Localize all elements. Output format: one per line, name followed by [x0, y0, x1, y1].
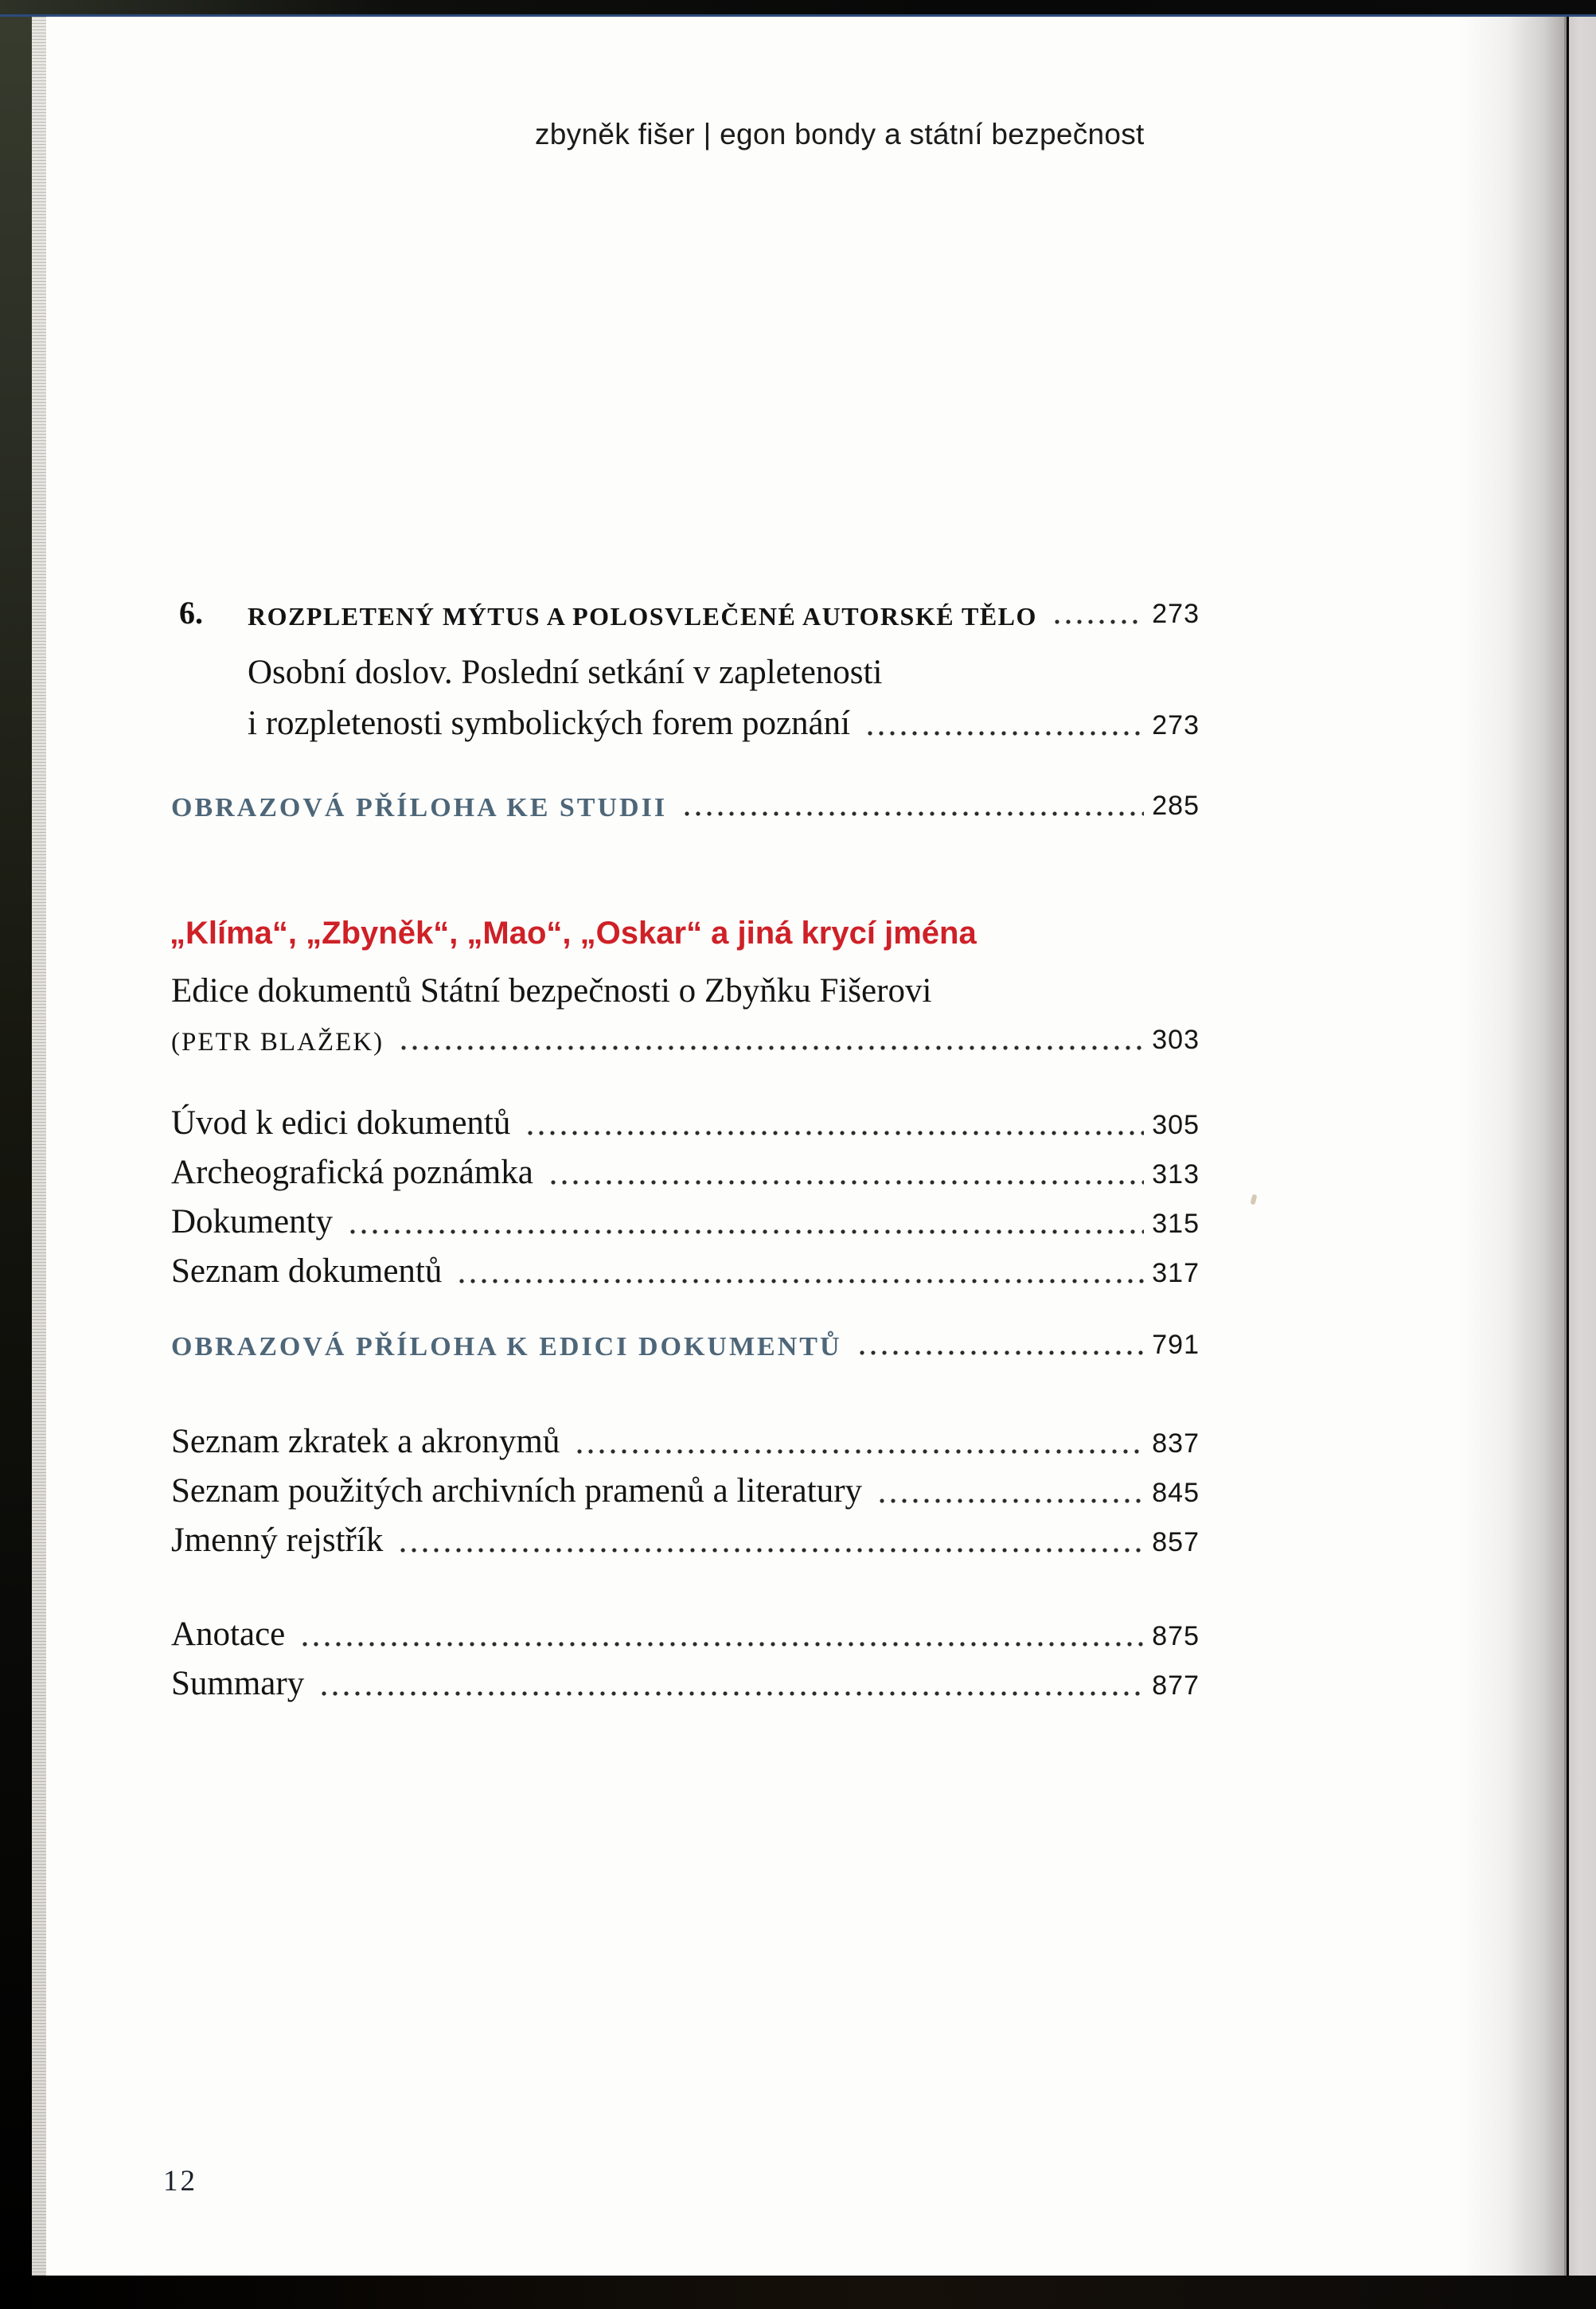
page-fore-edges: [32, 17, 46, 2277]
chapter-title: ROZPLETENÝ MÝTUS A POLOSVLEČENÉ AUTORSKÉ TĚLO: [248, 602, 1037, 631]
page-ref: 273: [1152, 710, 1200, 740]
dot-leader: [876, 1495, 1144, 1505]
toc-entry: [171, 1252, 1200, 1291]
dot-leader: [299, 1639, 1144, 1648]
toc-entry: [171, 1471, 1200, 1510]
toc-label: Anotace: [171, 1616, 286, 1653]
toc-entry-chapter6: [179, 594, 1200, 631]
page-ref: 875: [1152, 1621, 1200, 1651]
page-ref: 877: [1152, 1670, 1200, 1701]
toc-entry-appendix-edition: [171, 1330, 1200, 1362]
dot-leader: [398, 1042, 1144, 1052]
page-ref: 313: [1152, 1159, 1200, 1190]
chapter6-subtitle-line2: i rozpletenosti symbolických forem poznání: [248, 705, 851, 742]
dot-leader: [857, 1347, 1145, 1357]
edition-title-red: „Klíma“, „Zbyněk“, „Mao“, „Oskar“ a jiná krycí jména: [170, 916, 977, 951]
toc-label: Úvod k edici dokumentů: [171, 1104, 511, 1142]
dot-leader: [456, 1276, 1144, 1285]
dot-leader: [681, 808, 1144, 818]
paper-surface: [46, 17, 1567, 2277]
scan-right-margin: [1569, 0, 1596, 2309]
toc-entry: [171, 1153, 1200, 1192]
scan-top-border: [0, 0, 1596, 17]
page-ref: 791: [1152, 1330, 1200, 1360]
toc-label: Seznam zkratek a akronymů: [171, 1423, 560, 1460]
page-ref: 837: [1152, 1428, 1200, 1459]
toc-entry: [171, 1202, 1200, 1241]
toc-entry-edition-author: [171, 1025, 1200, 1057]
toc-entry-chapter6-subtitle: [248, 704, 1200, 743]
toc-label: Seznam použitých archivních pramenů a literatury: [171, 1472, 863, 1510]
toc-label: Archeografická poznámka: [171, 1154, 533, 1191]
toc-entry-appendix-study: [171, 791, 1200, 823]
page-gutter-shadow: [1461, 17, 1567, 2277]
appendix-study-label: OBRAZOVÁ PŘÍLOHA KE STUDII: [171, 793, 668, 822]
folio-page-number: 12: [163, 2165, 197, 2198]
page-ref: 303: [1152, 1025, 1200, 1055]
dot-leader: [548, 1177, 1144, 1186]
toc-label: Dokumenty: [171, 1203, 334, 1240]
toc-entry: [171, 1422, 1200, 1461]
page-ref: 273: [1152, 599, 1200, 629]
dot-leader: [397, 1545, 1144, 1554]
dot-leader: [574, 1446, 1144, 1455]
toc-label: Jmenný rejstřík: [171, 1522, 384, 1559]
page-ref: 857: [1152, 1527, 1200, 1557]
dot-leader: [318, 1688, 1144, 1698]
toc-label: Seznam dokumentů: [171, 1252, 443, 1290]
chapter-number: 6.: [179, 595, 203, 631]
page-ref: 285: [1152, 791, 1200, 821]
running-header: zbyněk fišer | egon bondy a státní bezpečnost: [535, 118, 1145, 150]
scan-bottom-border: [0, 2276, 1596, 2309]
page-ref: 305: [1152, 1110, 1200, 1140]
toc-label: Summary: [171, 1665, 305, 1702]
appendix-edition-label: OBRAZOVÁ PŘÍLOHA K EDICI DOKUMENTŮ: [171, 1332, 842, 1362]
page-ref: 845: [1152, 1478, 1200, 1508]
book-spine-edge: [0, 0, 32, 2309]
edition-subtitle: Edice dokumentů Státní bezpečnosti o Zbyňku Fišerovi: [171, 972, 932, 1010]
toc-entry: [171, 1615, 1200, 1654]
page-ref: 317: [1152, 1258, 1200, 1288]
toc-entry: [171, 1521, 1200, 1560]
toc-entry: [171, 1664, 1200, 1703]
dot-leader: [347, 1226, 1144, 1236]
dot-leader: [1052, 616, 1144, 626]
dot-leader: [525, 1127, 1144, 1137]
chapter6-subtitle-line1: Osobní doslov. Poslední setkání v zapletenosti: [248, 654, 883, 691]
toc-entry: [171, 1104, 1200, 1143]
page-ref: 315: [1152, 1209, 1200, 1239]
edition-author: (PETR BLAŽEK): [171, 1028, 384, 1057]
dot-leader: [864, 728, 1144, 737]
